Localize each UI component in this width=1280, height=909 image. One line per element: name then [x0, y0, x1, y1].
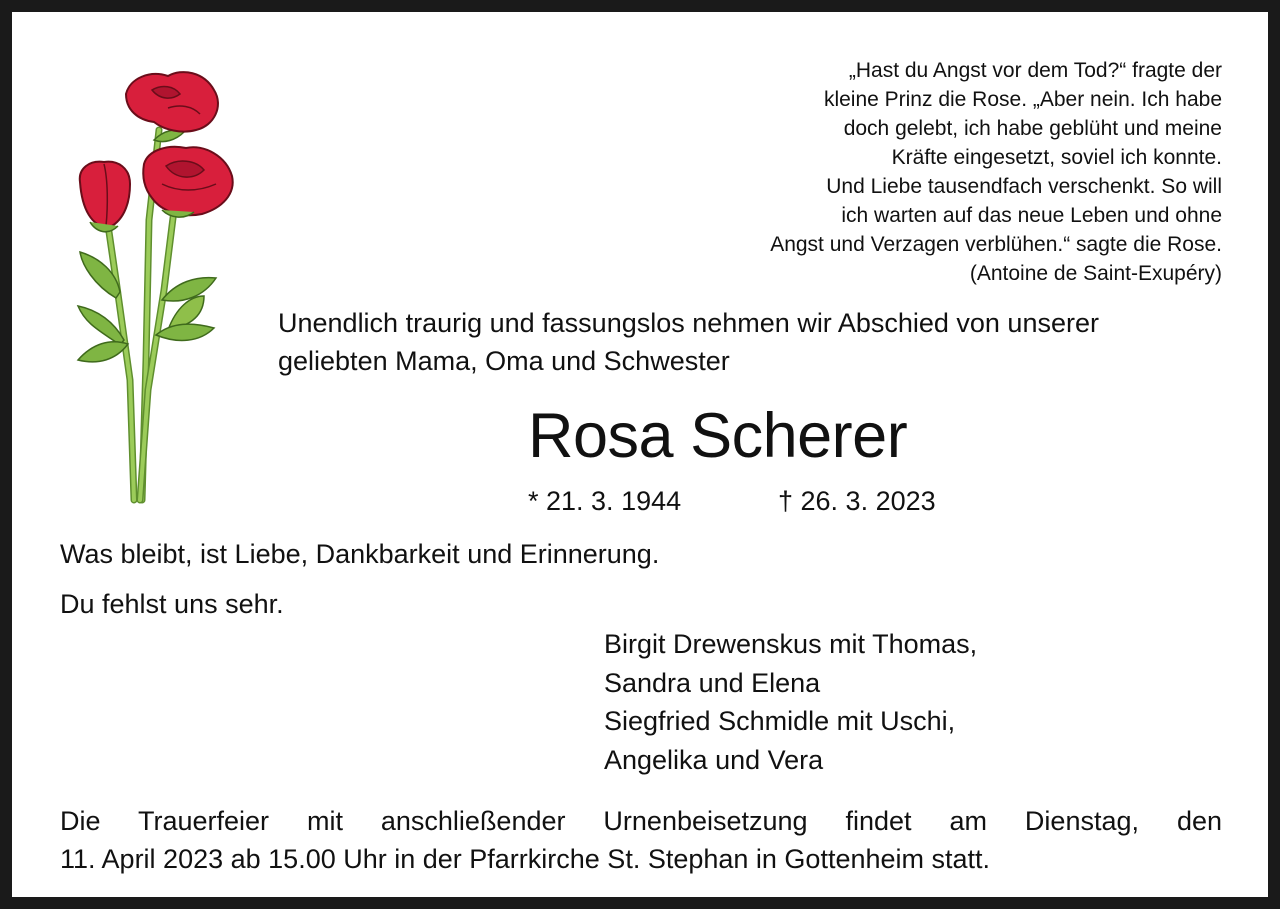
- mourner-line: Birgit Drewenskus mit Thomas,: [604, 629, 978, 659]
- quote-line: kleine Prinz die Rose. „Aber nein. Ich habe: [823, 88, 1222, 111]
- quote-attribution: (Antoine de Saint-Exupéry): [969, 262, 1222, 285]
- deceased-name: Rosa Scherer: [528, 401, 908, 471]
- mourners-list: [604, 625, 977, 779]
- birth-date: * 21. 3. 1944: [528, 486, 682, 516]
- red-roses-illustration-icon: [64, 60, 244, 510]
- saint-exupery-quote: [602, 56, 1222, 288]
- quote-line: „Hast du Angst vor dem Tod?“ fragte der: [848, 59, 1222, 82]
- intro-line: geliebten Mama, Oma und Schwester: [278, 346, 730, 376]
- intro-line: Unendlich traurig und fassungslos nehmen wir Abschied von unserer: [278, 308, 1099, 338]
- mourner-line: Siegfried Schmidle mit Uschi,: [604, 706, 956, 736]
- quote-line: Kräfte eingesetzt, soviel ich konnte.: [891, 146, 1222, 169]
- ceremony-line: Die Trauerfeier mit anschließender Urnenbeisetzung findet am Dienstag, den: [60, 806, 1222, 836]
- missing-you-text: Du fehlst uns sehr.: [60, 589, 284, 619]
- ceremony-line: 11. April 2023 ab 15.00 Uhr in der Pfarrkirche St. Stephan in Gottenheim statt.: [60, 844, 991, 874]
- quote-line: ich warten auf das neue Leben und ohne: [841, 204, 1222, 227]
- death-date: † 26. 3. 2023: [778, 486, 936, 516]
- quote-line: doch gelebt, ich habe geblüht und meine: [843, 117, 1222, 140]
- mourner-line: Angelika und Vera: [604, 744, 824, 775]
- mourner-line: Sandra und Elena: [604, 667, 821, 698]
- quote-line: Und Liebe tausendfach verschenkt. So will: [826, 175, 1222, 198]
- remembrance-text: Was bleibt, ist Liebe, Dankbarkeit und Erinnerung.: [60, 539, 660, 569]
- funeral-ceremony-info: [60, 802, 1222, 878]
- quote-line: Angst und Verzagen verblühen.“ sagte die Rose.: [770, 233, 1222, 256]
- farewell-intro: [278, 304, 1238, 380]
- obituary-notice: [12, 12, 1268, 897]
